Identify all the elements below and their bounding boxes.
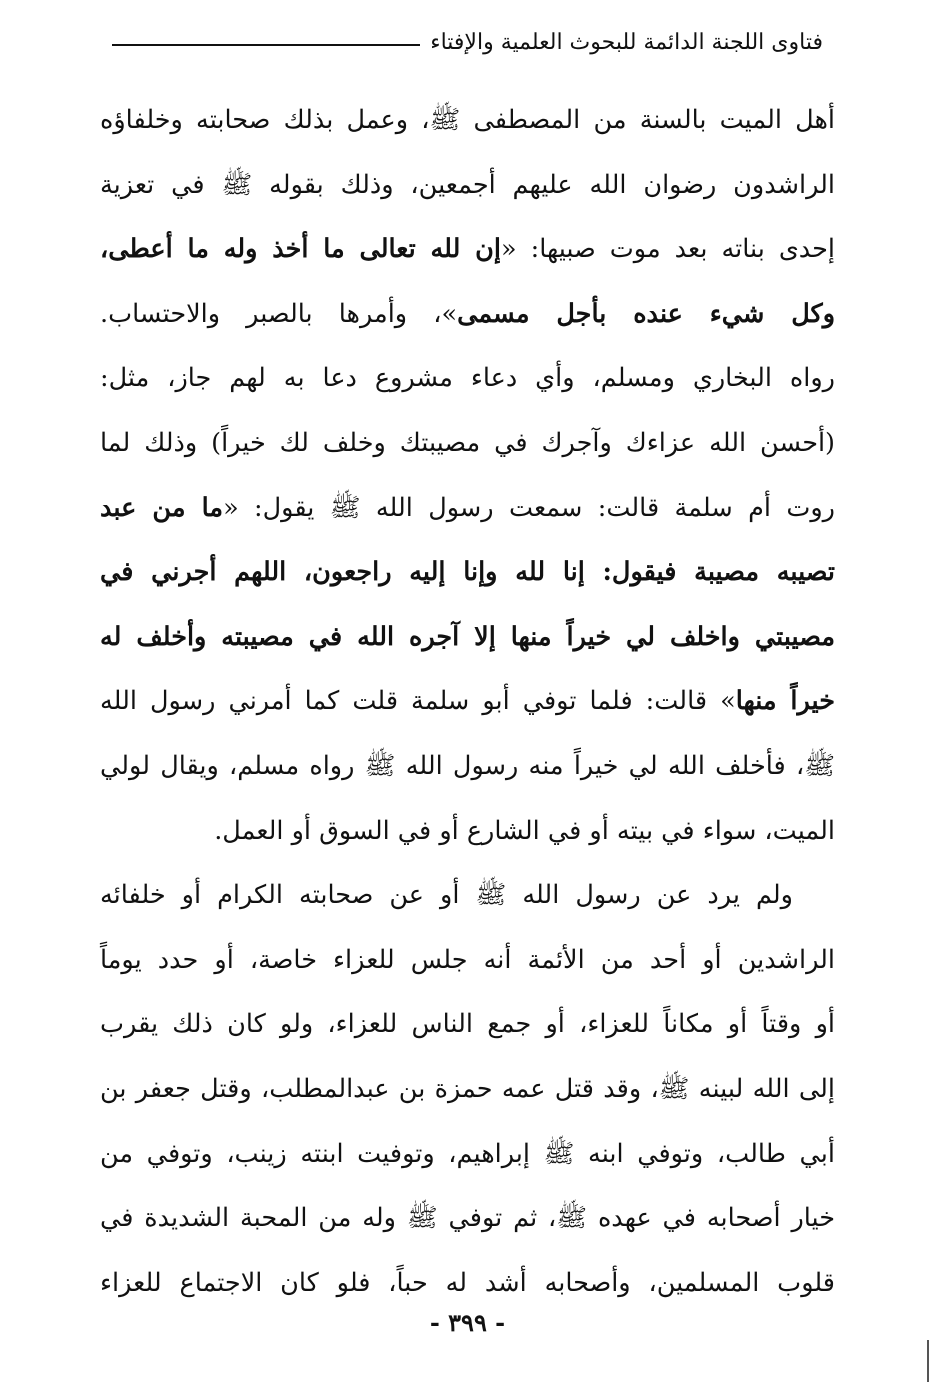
text-segment: »، وأمرها بالصبر والاحتساب. bbox=[100, 298, 458, 329]
header-rule bbox=[112, 44, 420, 46]
text-line bbox=[100, 346, 835, 411]
text-line bbox=[100, 992, 835, 1057]
text-segment: إلى الله لبينه ﷺ، وقد قتل عمه حمزة بن عبدالمطلب، وقتل جعفر بن bbox=[100, 1073, 835, 1104]
running-header bbox=[112, 22, 823, 62]
text-line bbox=[100, 669, 835, 734]
text-segment: إحدى بناته بعد موت صبيها: « bbox=[501, 234, 836, 265]
header-title: فتاوى اللجنة الدائمة للبحوث العلمية والإفتاء bbox=[430, 29, 823, 55]
text-line bbox=[100, 863, 835, 928]
text-segment: خيار أصحابه في عهده ﷺ، ثم توفي ﷺ وله من المحبة الشديدة في bbox=[100, 1203, 835, 1234]
text-line bbox=[100, 411, 835, 476]
text-segment: الراشدين أو أحد من الأئمة أنه جلس للعزاء خاصة، أو حدد يوماً bbox=[100, 944, 835, 975]
text-segment: الراشدون رضوان الله عليهم أجمعين، وذلك بقوله ﷺ في تعزية bbox=[100, 169, 835, 200]
bold-text-segment: إن لله تعالى ما أخذ وله ما أعطى، bbox=[100, 234, 501, 265]
text-segment: روت أم سلمة قالت: سمعت رسول الله ﷺ يقول: « bbox=[223, 492, 835, 523]
text-line bbox=[100, 476, 835, 541]
text-line bbox=[100, 88, 835, 153]
text-segment: (أحسن الله عزاءك وآجرك في مصيبتك وخلف لك خيراً) وذلك لما bbox=[100, 427, 835, 458]
text-line bbox=[100, 605, 835, 670]
text-line bbox=[100, 217, 835, 282]
text-line bbox=[100, 1057, 835, 1122]
body-text bbox=[100, 88, 835, 1315]
text-segment: أهل الميت بالسنة من المصطفى ﷺ، وعمل بذلك صحابته وخلفاؤه bbox=[100, 105, 835, 135]
bold-text-segment: وكل شيء عنده بأجل مسمى bbox=[457, 298, 836, 329]
text-line bbox=[100, 799, 835, 864]
text-segment: » قالت: فلما توفي أبو سلمة قلت كما أمرني رسول الله bbox=[100, 686, 736, 717]
bold-text-segment: تصيبه مصيبة فيقول: إنا لله وإنا إليه راجعون، اللهم أجرني في bbox=[100, 557, 835, 588]
text-line bbox=[100, 734, 835, 799]
text-line bbox=[100, 1251, 835, 1316]
text-segment: ولم يرد عن رسول الله ﷺ أو عن صحابته الكرام أو خلفائه bbox=[100, 880, 793, 911]
text-line bbox=[100, 282, 835, 347]
text-line bbox=[100, 928, 835, 993]
page-number: - ٣٩٩ - bbox=[429, 1308, 506, 1337]
text-line bbox=[100, 153, 835, 218]
bold-text-segment: خيراً منها bbox=[735, 686, 835, 717]
text-segment: الميت، سواء في بيته أو في الشارع أو في السوق أو العمل. bbox=[214, 815, 835, 846]
text-segment: قلوب المسلمين، وأصحابه أشد له حباً، فلو كان الاجتماع للعزاء bbox=[100, 1267, 835, 1298]
scan-edge-mark bbox=[927, 1340, 929, 1382]
text-segment: أو وقتاً أو مكاناً للعزاء، أو جمع الناس للعزاء، ولو كان ذلك يقرب bbox=[100, 1009, 835, 1040]
text-line bbox=[100, 1186, 835, 1251]
text-segment: ﷺ، فأخلف الله لي خيراً منه رسول الله ﷺ رواه مسلم، ويقال لولي bbox=[100, 750, 835, 781]
bold-text-segment: مصيبتي واخلف لي خيراً منها إلا آجره الله في مصيبته وأخلف له bbox=[100, 621, 835, 652]
text-line bbox=[100, 1122, 835, 1187]
text-segment: رواه البخاري ومسلم، وأي دعاء مشروع دعا به لهم جاز، مثل: bbox=[100, 363, 835, 394]
text-segment: أبي طالب، وتوفي ابنه ﷺ إبراهيم، وتوفيت ابنته زينب، وتوفي من bbox=[100, 1138, 835, 1169]
text-line bbox=[100, 540, 835, 605]
bold-text-segment: ما من عبد bbox=[100, 492, 224, 523]
